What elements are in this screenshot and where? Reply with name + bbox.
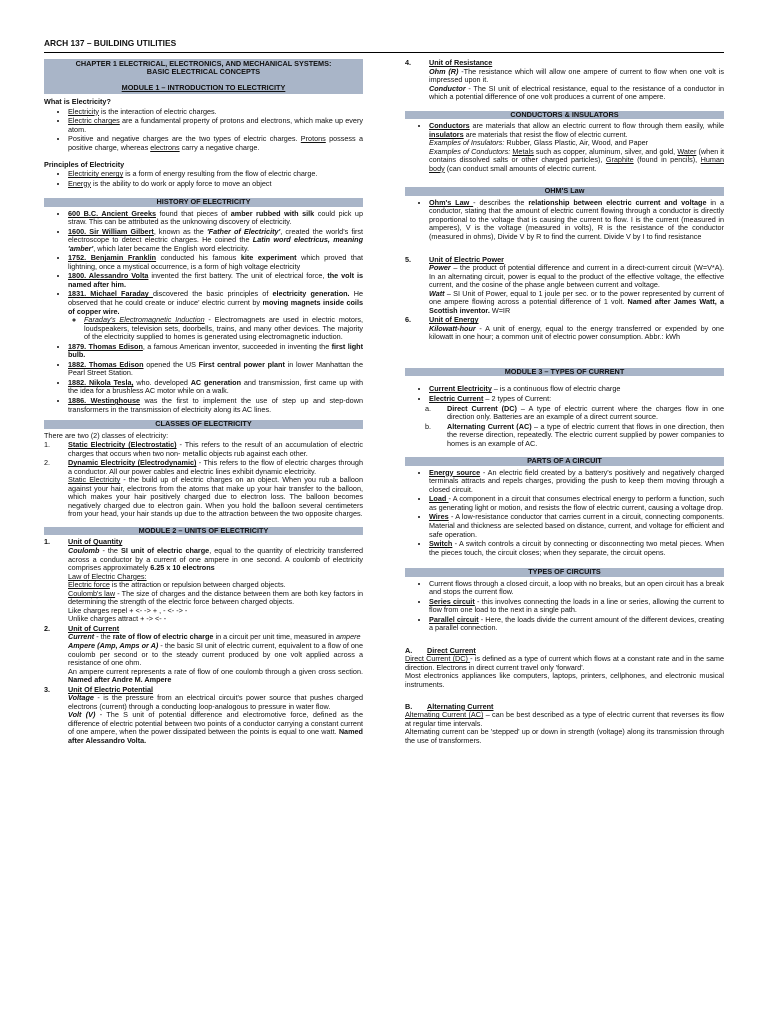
- like-charges-text: Like charges repel + <- -> + , - <- -> -: [68, 605, 188, 615]
- class-item-dynamic: 2. Dynamic Electricity (Electrodynamic) - This refers to the flow of electric charges through a conductor. All our power cables and electric lines exhibit dynamic electricity.: [44, 458, 363, 476]
- list-item: • Energy is the ability to do work or apply force to move an object: [68, 180, 363, 189]
- unit-potential-heading: 3. Unit Of Electric Potential: [44, 684, 153, 694]
- ampere-rate-text: An ampere current represents a rate of flow of one coulomb through a given cross section. Named after Andre M. Ampere: [68, 666, 363, 685]
- alternating-current-heading: B. Alternating Current: [405, 701, 494, 711]
- alternating-current-definition: Alternating Current (AC) – can be best described as a type of electric current that reverses its flow at regular time intervals.: [405, 710, 724, 728]
- list-item: • Switch - A switch controls a circuit by connecting or disconnecting two metal pieces. When the pieces touch, the circuit closes; when they separate, the circuit opens.: [429, 540, 724, 557]
- list-item: • Series circuit - this involves connecting the loads in a line or series, allowing the current to flow from one load to the next in a single path.: [429, 598, 724, 615]
- list-item: • Energy source - An electric field created by a battery's positively and negatively charged terminals attracts and repels charges, providing the push to keep them moving through a closed circuit.: [429, 469, 724, 495]
- current-types-list: [405, 385, 724, 403]
- unit-current-heading: 2. Unit of Current: [44, 623, 120, 633]
- class-item-static: 1. Static Electricity (Electrostatic) - This refers to the result of an accumulation of electric charges that occurs when two non- metallic objects rub against each other.: [44, 440, 363, 458]
- principles-heading: Principles of Electricity: [44, 159, 125, 169]
- list-item: • Load - A component in a circuit that consumes electrical energy to perform a function, such as generating light or motion, and resists the flow of electric current, causing a voltage drop.: [429, 495, 724, 512]
- list-item: • Electric Current – 2 types of Current:: [429, 395, 724, 404]
- left-column: [44, 58, 363, 746]
- list-item: • Electricity energy is a form of energy resulting from the flow of electric charge.: [68, 170, 363, 179]
- list-item: • 1600. Sir William Gilbert, known as the 'Father of Electricity', created the world's first electroscope to detect electric charges. He coined the Latin word electricus, meaning 'amber', which later became the English word electricity.: [68, 228, 363, 254]
- list-item: • Parallel circuit - Here, the loads divide the current amount of the different devices, creating a parallel connection.: [429, 616, 724, 633]
- course-title: ARCH 137 – BUILDING UTILITIES: [44, 38, 177, 48]
- chapter-title-line1: CHAPTER 1 ELECTRICAL, ELECTRONICS, AND MECHANICAL SYSTEMS:: [75, 59, 332, 68]
- conductors-list: [405, 122, 724, 173]
- circuits-list: [405, 580, 724, 633]
- parts-banner: PARTS OF A CIRCUIT: [405, 457, 724, 465]
- chapter-banner: [44, 59, 363, 94]
- list-item: • 1879. Thomas Edison, a famous American inventor, succeeded in inventing the first light bulb.: [68, 343, 363, 360]
- power-definition: Power – the product of potential difference and current in a direct-current circuit (W=V*A). In an alternating circuit, power is equal to the product of the effective voltage, the effective current, and the cosine of the phase angle between current and voltage.: [429, 263, 724, 290]
- list-item: • Positive and negative charges are the two types of electric charges. Protons possess a positive charge, whereas electrons carry a negative charge.: [68, 135, 363, 152]
- list-item: • 1800. Alessandro Volta invented the first battery. The unit of electrical force, the volt is named after him.: [68, 272, 363, 289]
- module2-banner: MODULE 2 – UNITS OF ELECTRICITY: [44, 527, 363, 535]
- history-list: [44, 210, 363, 415]
- list-item: • 1752. Benjamin Franklin conducted his famous kite experiment which proved that lightning, once a mystical occurrence, is a form of high voltage electricity: [68, 254, 363, 271]
- list-item: • Ohm's Law - describes the relationship between electric current and voltage in a conductor, stating that the amount of electric current flowing through a conductor is directly proportional to the voltage that is causing the current to flow. I is the current (measured in amperes), V is the voltage (measured in volts), R is the resistance of the conductor (measured in ohms), Divide V by R to find the current. Divide V by I to find resistance: [429, 199, 724, 242]
- ac-item: b. Alternating Current (AC) – a type of electric current that flows in one direction, then the reverse direction, repeatedly. The electric current supplied by power companies to homes is an example of AC.: [425, 421, 724, 448]
- list-item: • Current flows through a closed circuit, a loop with no breaks, but an open circuit has a break and stops the current flow.: [429, 580, 724, 597]
- list-item: • 600 B.C. Ancient Greeks found that pieces of amber rubbed with silk could pick up straw. This can be attributed as the unknowing discovery of electricity.: [68, 210, 363, 227]
- coulombs-law-text: Coulomb's law - The size of charges and the distance between them are both key factors in determining the strength of the electric force between charged objects.: [68, 588, 364, 607]
- unlike-charges-text: Unlike charges attract + -> <- -: [68, 614, 167, 624]
- what-list: [44, 108, 363, 153]
- list-item: • 1882. Thomas Edison opened the US First central power plant in lower Manhattan the Pearl Street Station.: [68, 361, 363, 378]
- module3-banner: MODULE 3 – TYPES OF CURRENT: [405, 368, 724, 376]
- current-definition: Current - the rate of flow of electric charge in a circuit per unit time, measured in ampere: [68, 632, 361, 642]
- list-item: • Current Electricity – is a continuous flow of electric charge: [429, 385, 724, 394]
- chapter-title-line2: BASIC ELECTRICAL CONCEPTS: [146, 67, 261, 77]
- faraday-sublist: [68, 316, 363, 342]
- unit-quantity-heading: 1. Unit of Quantity: [44, 537, 123, 547]
- classes-banner: CLASSES OF ELECTRICITY: [44, 420, 363, 428]
- voltage-definition: Voltage - is the pressure from an electrical circuit's power source that pushes charged electrons (current) through a conducting loop-analogous to pressure in water flow.: [68, 693, 363, 711]
- list-item: • Conductors are materials that allow an electric current to flow through them easily, while insulators are materials that resist the flow of electric current. Examples of Insulators: Rubber, Glass Plastic, Air, Wood, and Paper Examples of Conductors: Metals such as copper, aluminum, silver, and gold, Water (when it contains dissolved salts or other charged particles), Graphite (found in pencils), Human body (can conduct small amounts of electric current.: [429, 122, 724, 173]
- direct-current-definition: Direct Current (DC) - is defined as a type of current which flows at a constant rate and in the same direction. Electrons in direct current travel only 'forward'.: [405, 654, 724, 672]
- history-banner: HISTORY OF ELECTRICITY: [44, 198, 363, 206]
- volt-definition: Volt (V) - The S unit of potential difference and electromotive force, defined as the difference of electric potential between two points of a conductor carrying a constant current of one ampere, when the power dissipated between the points is equal to one watt. Named after Alessandro Volta.: [68, 710, 363, 745]
- law-of-charges-heading: Law of Electric Charges:: [68, 571, 147, 581]
- parts-list: [405, 469, 724, 557]
- conductors-banner: CONDUCTORS & INSULATORS: [405, 111, 724, 119]
- list-item: • 1886. Westinghouse was the first to implement the use of step up and step-down transformers in the transmission of electricity along its AC lines.: [68, 397, 363, 414]
- unit-energy-heading: 6. Unit of Energy: [405, 315, 479, 325]
- alternating-current-transformers: Alternating current can be 'stepped' up or down in strength (voltage) along its transmission through the use of transformers.: [405, 727, 724, 745]
- unit-resistance-heading: 4. Unit of Resistance: [405, 58, 493, 67]
- electric-force-text: Electric force is the attraction or repulsion between charged objects.: [68, 580, 286, 590]
- module1-title: MODULE 1 – INTRODUCTION TO ELECTRICITY: [121, 82, 286, 92]
- direct-current-examples: Most electronics appliances like computers, laptops, printers, cellphones, and electronic musical instruments.: [405, 671, 724, 690]
- watt-definition: Watt – SI Unit of Power, equal to 1 joule per sec. or to the power represented by current of one ampere flowing across a potential difference of 1 volt. Named after James Watt, a Scottish inventor. W=IR: [429, 288, 724, 315]
- dc-item: a. Direct Current (DC) – A type of electric current where the charges flow in one direction only. Batteries are an example of a direct current source.: [425, 403, 724, 422]
- list-item: • Electricity is the interaction of electric charges.: [68, 108, 363, 117]
- principles-list: [44, 170, 363, 188]
- what-heading: What is Electricity?: [44, 97, 111, 107]
- coulomb-definition: Coulomb - the SI unit of electric charge, equal to the quantity of electricity transferred across a conductor by a current of one ampere in one second. A coulomb of electricity comprises approximately 6.25 x 10 electrons: [68, 545, 363, 573]
- ohm-definition: Ohm (R) -The resistance which will allow one ampere of current to flow when one volt is impressed upon it.: [429, 66, 724, 85]
- list-item: • Electric charges are a fundamental property of protons and electrons, which make up every atom.: [68, 117, 363, 134]
- circuits-banner: TYPES OF CIRCUITS: [405, 568, 724, 576]
- static-explanation: Static Electricity - the build up of electric charges on an object. When you rub a balloon against your hair, electrons from the atoms that make up your hair transfer to the balloon, which makes your hair positively charged due to electron loss. The balloon becomes negatively charged due to electron gain. When you hold the balloon several centimeters from your head, your hair stands up due to the attraction between the two opposite charges.: [68, 475, 364, 519]
- list-item: • Wires - A low-resistance conductor that carries current in a circuit, connecting components. Material and thickness are selected based on distance, current, and voltage for efficient and safe operation.: [429, 513, 724, 539]
- ampere-definition: Ampere (Amp, Amps or A) - the basic SI unit of electric current, equivalent to a flow of one coulomb per second or to the steady current produced by one volt applied across a resistance of one ohm.: [68, 640, 363, 668]
- list-item: • 1882. Nikola Tesla, who. developed AC generation and transmission, first came up with the idea for a brushless AC motor while on a walk.: [68, 379, 363, 396]
- unit-power-heading: 5. Unit of Electric Power: [405, 254, 504, 264]
- direct-current-heading: A. Direct Current: [405, 645, 476, 655]
- right-column: [405, 58, 724, 745]
- conductor-definition: Conductor - The SI unit of electrical resistance, equal to the resistance of a conductor in which a potential difference of one volt produces a current of one ampere.: [429, 83, 724, 102]
- ohms-law-banner: OHM'S Law: [405, 187, 724, 195]
- list-item: • 1831. Michael Faraday discovered the basic principles of electricity generation. He observed that he could create or induce' electric current by moving magnets inside coils of copper wire. ◦ Faraday's Electromagnetic Induction - Electromagnets are used in electric motors, loudspeakers, television sets, doorbells, trains, and many other devices. The majority of the electricity supplied to homes is generated using electromagnetic induction.: [68, 290, 363, 341]
- ohms-law-list: [405, 199, 724, 242]
- list-item: ◦ Faraday's Electromagnetic Induction - Electromagnets are used in electric motors, loudspeakers, television sets, doorbells, trains, and many other devices. The majority of the electricity supplied to homes is generated using electromagnetic induction.: [84, 316, 363, 342]
- kwh-definition: Kilowatt-hour - A unit of energy, equal to the energy transferred or expended by one kilowatt in one hour; a common unit of electric power consumption. Abbr.: kWh: [429, 323, 724, 342]
- classes-intro: There are two (2) classes of electricity:: [44, 430, 169, 440]
- page-header: [44, 38, 724, 53]
